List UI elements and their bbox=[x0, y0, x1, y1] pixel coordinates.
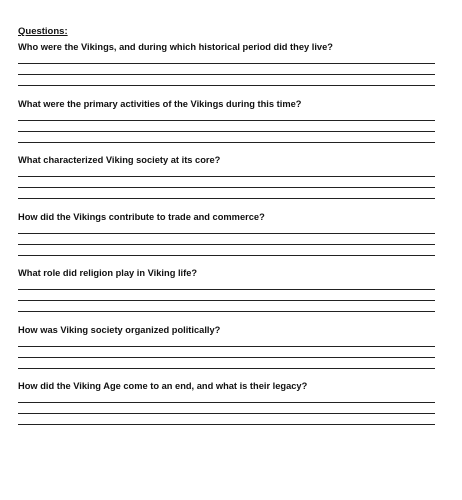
question-text: What were the primary activities of the Vikings during this time? bbox=[18, 98, 302, 109]
question-block bbox=[18, 325, 435, 382]
question-text: How did the Vikings contribute to trade and commerce? bbox=[18, 211, 265, 222]
questions-heading: Questions: bbox=[18, 26, 68, 37]
question-text: What role did religion play in Viking life? bbox=[18, 268, 198, 278]
answer-line[interactable] bbox=[18, 346, 435, 347]
answer-line[interactable] bbox=[18, 289, 435, 290]
answer-line[interactable] bbox=[18, 424, 435, 425]
answer-line[interactable] bbox=[18, 85, 435, 86]
answer-line[interactable] bbox=[18, 413, 435, 414]
question-block bbox=[18, 42, 435, 99]
question-block bbox=[18, 381, 435, 438]
answer-line[interactable] bbox=[18, 402, 435, 403]
answer-line[interactable] bbox=[18, 233, 435, 234]
answer-line[interactable] bbox=[18, 142, 435, 143]
answer-line[interactable] bbox=[18, 255, 435, 256]
answer-line[interactable] bbox=[18, 198, 435, 199]
answer-line[interactable] bbox=[18, 187, 435, 188]
worksheet bbox=[18, 26, 435, 438]
answer-line[interactable] bbox=[18, 63, 435, 64]
question-block bbox=[18, 212, 435, 269]
answer-line[interactable] bbox=[18, 244, 435, 245]
question-text: Who were the Vikings, and during which historical period did they live? bbox=[18, 42, 333, 52]
question-block bbox=[18, 268, 435, 325]
question-block bbox=[18, 155, 435, 212]
question-text: What characterized Viking society at its core? bbox=[18, 155, 221, 165]
answer-line[interactable] bbox=[18, 74, 435, 75]
answer-line[interactable] bbox=[18, 120, 435, 121]
answer-line[interactable] bbox=[18, 368, 435, 369]
question-block bbox=[18, 99, 435, 156]
answer-line[interactable] bbox=[18, 131, 435, 132]
answer-line[interactable] bbox=[18, 176, 435, 177]
question-text: How was Viking society organized politically? bbox=[18, 324, 221, 335]
answer-line[interactable] bbox=[18, 311, 435, 312]
question-text: How did the Viking Age come to an end, and what is their legacy? bbox=[18, 381, 308, 391]
answer-line[interactable] bbox=[18, 357, 435, 358]
answer-line[interactable] bbox=[18, 300, 435, 301]
